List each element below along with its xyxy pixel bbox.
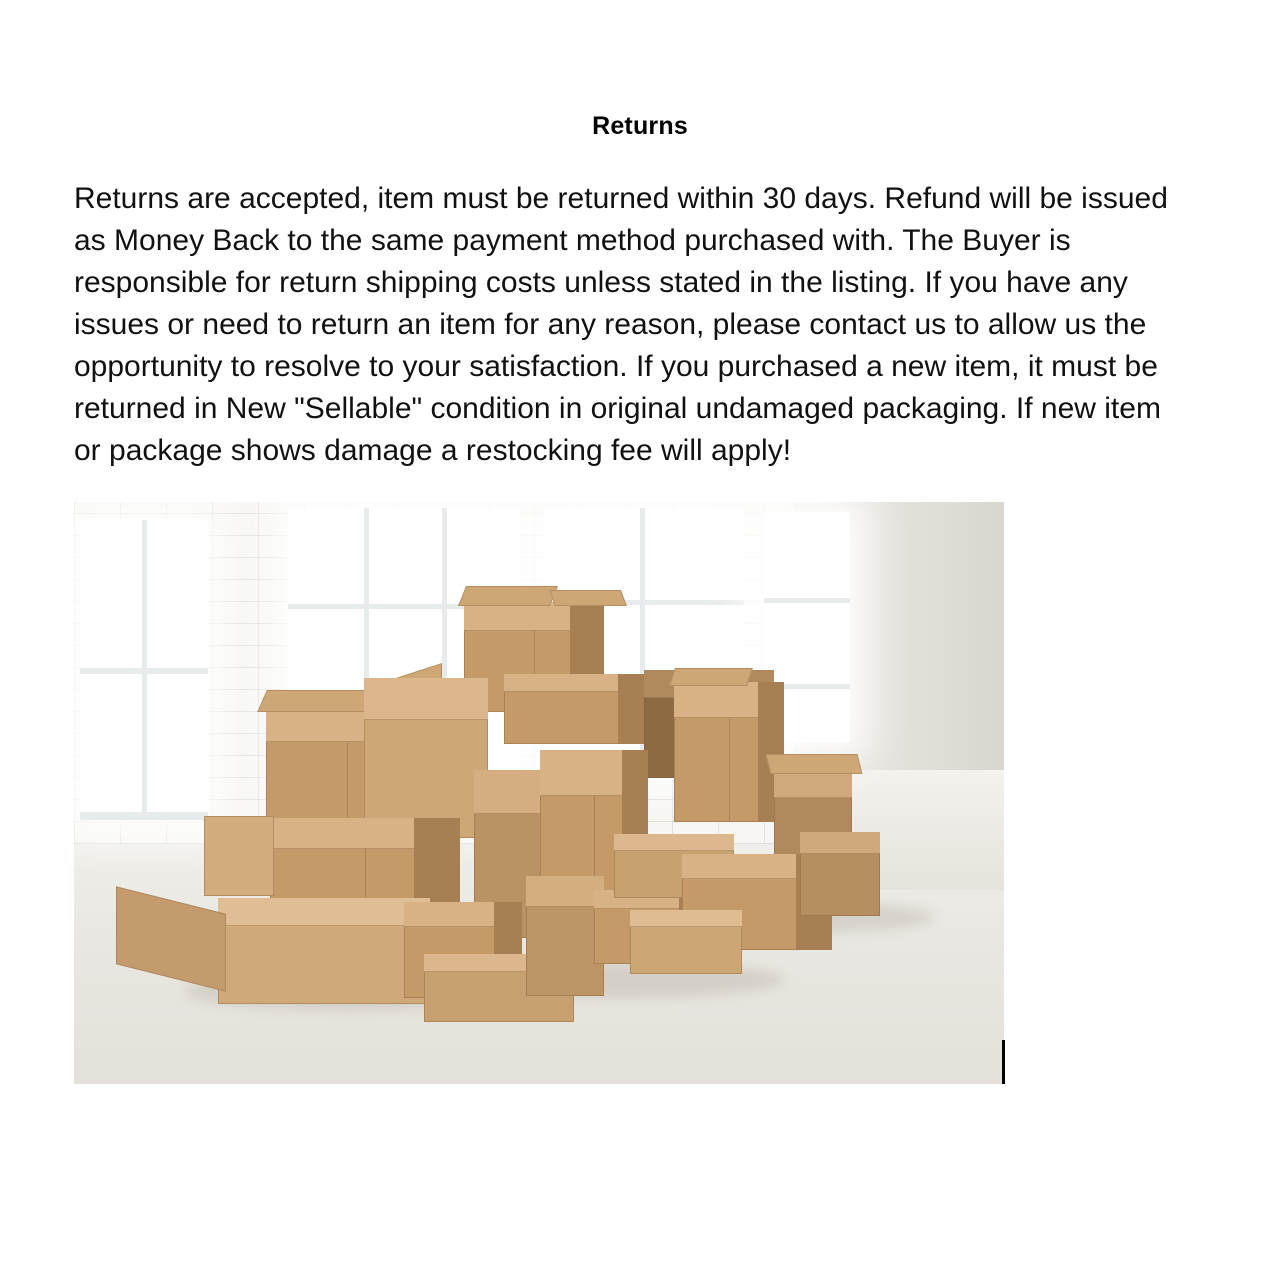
boxes-photo	[74, 502, 1004, 1084]
cardboard-box	[526, 876, 604, 996]
page-title: Returns	[592, 112, 688, 140]
box-flap	[766, 754, 863, 774]
cardboard-box	[204, 816, 274, 896]
returns-policy-text: Returns are accepted, item must be returned within 30 days. Refund will be issued as Money Back to the same payment method purchased with. The Buyer is responsible for return shipping costs unless stated in the listing. If you have any issues or need to return an item for any reason, please contact us to allow us the opportunity to resolve to your satisfaction. If you purchased a new item, it must be returned in New "Sellable" condition in original undamaged packaging. If new item or package shows damage a restocking fee will apply!	[74, 182, 1168, 467]
cardboard-box	[800, 832, 880, 916]
cardboard-box	[674, 682, 784, 822]
cardboard-box	[630, 910, 742, 974]
cardboard-box	[504, 674, 654, 744]
box-flap	[549, 590, 627, 606]
cardboard-box	[218, 898, 430, 1004]
box-flap	[257, 690, 375, 712]
room-scene	[74, 502, 1004, 1084]
window-left	[80, 520, 208, 820]
text-cursor	[1002, 1040, 1005, 1084]
box-flap	[669, 668, 753, 686]
box-flap	[458, 586, 558, 606]
cardboard-box	[364, 678, 488, 838]
